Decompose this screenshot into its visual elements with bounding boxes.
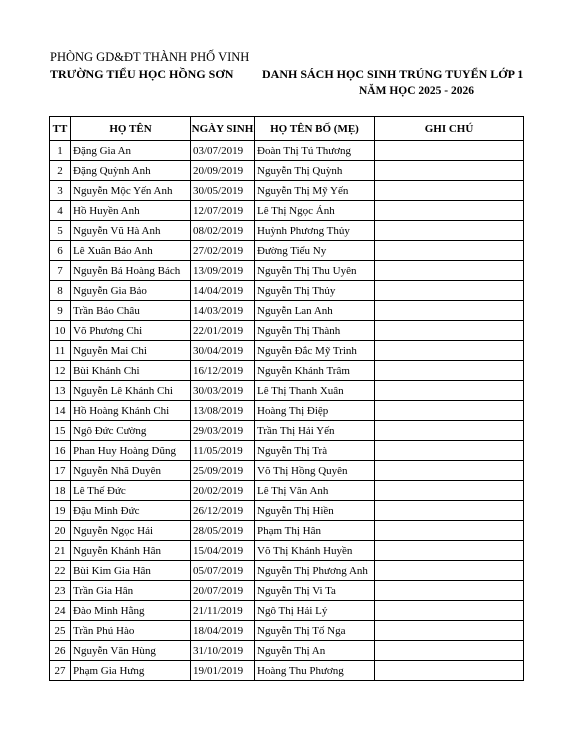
table-row bbox=[50, 481, 524, 501]
cell-dob: 16/12/2019 bbox=[191, 361, 255, 381]
cell-note bbox=[375, 601, 524, 621]
school-name: TRƯỜNG TIỂU HỌC HỒNG SƠN bbox=[50, 67, 234, 81]
table-row bbox=[50, 421, 524, 441]
cell-name: Nguyễn Mộc Yến Anh bbox=[71, 181, 191, 201]
column-header-name: HỌ TÊN bbox=[71, 117, 191, 141]
table-row bbox=[50, 581, 524, 601]
cell-dob: 05/07/2019 bbox=[191, 561, 255, 581]
column-header-tt: TT bbox=[50, 117, 71, 141]
cell-name: Trần Gia Hân bbox=[71, 581, 191, 601]
cell-name: Trần Bảo Châu bbox=[71, 301, 191, 321]
cell-dob: 25/09/2019 bbox=[191, 461, 255, 481]
cell-parent: Nguyễn Thị Quỳnh bbox=[255, 161, 375, 181]
table-row bbox=[50, 221, 524, 241]
table-row bbox=[50, 381, 524, 401]
column-header-parent: HỌ TÊN BỐ (MẸ) bbox=[255, 117, 375, 141]
cell-parent: Phạm Thị Hân bbox=[255, 521, 375, 541]
table-row bbox=[50, 361, 524, 381]
table-row bbox=[50, 541, 524, 561]
cell-note bbox=[375, 241, 524, 261]
cell-note bbox=[375, 301, 524, 321]
table-row bbox=[50, 321, 524, 341]
cell-tt: 19 bbox=[50, 501, 71, 521]
cell-parent: Nguyễn Thị Hiền bbox=[255, 501, 375, 521]
cell-tt: 26 bbox=[50, 641, 71, 661]
cell-parent: Hoàng Thị Điệp bbox=[255, 401, 375, 421]
cell-note bbox=[375, 441, 524, 461]
cell-name: Đào Minh Hằng bbox=[71, 601, 191, 621]
cell-dob: 15/04/2019 bbox=[191, 541, 255, 561]
cell-note bbox=[375, 381, 524, 401]
cell-tt: 18 bbox=[50, 481, 71, 501]
cell-tt: 2 bbox=[50, 161, 71, 181]
cell-dob: 14/03/2019 bbox=[191, 301, 255, 321]
cell-parent: Ngô Thị Hải Lý bbox=[255, 601, 375, 621]
cell-dob: 29/03/2019 bbox=[191, 421, 255, 441]
cell-tt: 1 bbox=[50, 141, 71, 161]
cell-tt: 13 bbox=[50, 381, 71, 401]
table-row bbox=[50, 201, 524, 221]
cell-parent: Nguyễn Khánh Trâm bbox=[255, 361, 375, 381]
table-row bbox=[50, 281, 524, 301]
cell-tt: 8 bbox=[50, 281, 71, 301]
cell-tt: 3 bbox=[50, 181, 71, 201]
cell-parent: Nguyễn Thị Trà bbox=[255, 441, 375, 461]
department-name: PHÒNG GD&ĐT THÀNH PHỐ VINH bbox=[50, 50, 250, 64]
cell-parent: Hoàng Thu Phương bbox=[255, 661, 375, 681]
cell-tt: 25 bbox=[50, 621, 71, 641]
cell-tt: 24 bbox=[50, 601, 71, 621]
cell-dob: 19/01/2019 bbox=[191, 661, 255, 681]
cell-dob: 12/07/2019 bbox=[191, 201, 255, 221]
cell-tt: 12 bbox=[50, 361, 71, 381]
table-row bbox=[50, 521, 524, 541]
document-title: DANH SÁCH HỌC SINH TRÚNG TUYỂN LỚP 1 bbox=[262, 67, 524, 81]
cell-note bbox=[375, 201, 524, 221]
cell-dob: 27/02/2019 bbox=[191, 241, 255, 261]
cell-note bbox=[375, 501, 524, 521]
cell-note bbox=[375, 161, 524, 181]
cell-parent: Nguyễn Thị Thủy bbox=[255, 281, 375, 301]
table-row bbox=[50, 441, 524, 461]
column-header-note: GHI CHÚ bbox=[375, 117, 524, 141]
cell-name: Nguyễn Nhã Duyên bbox=[71, 461, 191, 481]
cell-dob: 22/01/2019 bbox=[191, 321, 255, 341]
cell-parent: Võ Thị Hồng Quyên bbox=[255, 461, 375, 481]
cell-tt: 22 bbox=[50, 561, 71, 581]
cell-parent: Trần Thị Hải Yến bbox=[255, 421, 375, 441]
cell-dob: 11/05/2019 bbox=[191, 441, 255, 461]
cell-dob: 18/04/2019 bbox=[191, 621, 255, 641]
cell-name: Nguyễn Ngọc Hải bbox=[71, 521, 191, 541]
cell-note bbox=[375, 541, 524, 561]
cell-tt: 20 bbox=[50, 521, 71, 541]
table-row bbox=[50, 341, 524, 361]
cell-dob: 21/11/2019 bbox=[191, 601, 255, 621]
cell-name: Hồ Huyền Anh bbox=[71, 201, 191, 221]
cell-parent: Huỳnh Phương Thủy bbox=[255, 221, 375, 241]
cell-parent: Lê Thị Thanh Xuân bbox=[255, 381, 375, 401]
cell-tt: 7 bbox=[50, 261, 71, 281]
cell-tt: 5 bbox=[50, 221, 71, 241]
cell-name: Lê Xuân Bảo Anh bbox=[71, 241, 191, 261]
cell-note bbox=[375, 341, 524, 361]
cell-name: Nguyễn Mai Chi bbox=[71, 341, 191, 361]
cell-parent: Nguyễn Thị An bbox=[255, 641, 375, 661]
cell-dob: 20/07/2019 bbox=[191, 581, 255, 601]
cell-parent: Lê Thị Vân Anh bbox=[255, 481, 375, 501]
column-header-dob: NGÀY SINH bbox=[191, 117, 255, 141]
cell-name: Đặng Gia An bbox=[71, 141, 191, 161]
table-row bbox=[50, 661, 524, 681]
cell-name: Đặng Quỳnh Anh bbox=[71, 161, 191, 181]
cell-parent: Nguyễn Đắc Mỹ Trinh bbox=[255, 341, 375, 361]
cell-dob: 03/07/2019 bbox=[191, 141, 255, 161]
cell-parent: Nguyễn Thị Phương Anh bbox=[255, 561, 375, 581]
cell-parent: Nguyễn Thị Thu Uyên bbox=[255, 261, 375, 281]
cell-name: Võ Phương Chi bbox=[71, 321, 191, 341]
cell-note bbox=[375, 321, 524, 341]
cell-note bbox=[375, 621, 524, 641]
cell-dob: 20/02/2019 bbox=[191, 481, 255, 501]
student-list-table bbox=[49, 116, 524, 681]
table-row bbox=[50, 641, 524, 661]
table-row bbox=[50, 461, 524, 481]
table-row bbox=[50, 401, 524, 421]
cell-name: Nguyễn Văn Hùng bbox=[71, 641, 191, 661]
cell-name: Bùi Kim Gia Hân bbox=[71, 561, 191, 581]
cell-parent: Nguyễn Thị Vi Ta bbox=[255, 581, 375, 601]
cell-parent: Nguyễn Thị Tố Nga bbox=[255, 621, 375, 641]
table-row bbox=[50, 161, 524, 181]
cell-note bbox=[375, 261, 524, 281]
table-row bbox=[50, 501, 524, 521]
cell-tt: 4 bbox=[50, 201, 71, 221]
cell-parent: Nguyễn Thị Mỹ Yến bbox=[255, 181, 375, 201]
cell-parent: Đường Tiểu Ny bbox=[255, 241, 375, 261]
cell-name: Nguyễn Khánh Hân bbox=[71, 541, 191, 561]
cell-name: Nguyễn Bá Hoàng Bách bbox=[71, 261, 191, 281]
cell-name: Nguyễn Lê Khánh Chi bbox=[71, 381, 191, 401]
table-body bbox=[50, 141, 524, 681]
cell-note bbox=[375, 401, 524, 421]
cell-note bbox=[375, 421, 524, 441]
cell-parent: Đoàn Thị Tú Thương bbox=[255, 141, 375, 161]
cell-tt: 10 bbox=[50, 321, 71, 341]
cell-note bbox=[375, 481, 524, 501]
cell-dob: 20/09/2019 bbox=[191, 161, 255, 181]
cell-note bbox=[375, 661, 524, 681]
cell-dob: 13/09/2019 bbox=[191, 261, 255, 281]
cell-dob: 30/04/2019 bbox=[191, 341, 255, 361]
cell-tt: 14 bbox=[50, 401, 71, 421]
cell-note bbox=[375, 561, 524, 581]
cell-dob: 08/02/2019 bbox=[191, 221, 255, 241]
cell-name: Nguyễn Vũ Hà Anh bbox=[71, 221, 191, 241]
cell-parent: Võ Thị Khánh Huyền bbox=[255, 541, 375, 561]
cell-name: Hồ Hoàng Khánh Chi bbox=[71, 401, 191, 421]
cell-note bbox=[375, 521, 524, 541]
cell-name: Trần Phú Hào bbox=[71, 621, 191, 641]
cell-name: Đậu Minh Đức bbox=[71, 501, 191, 521]
table-row bbox=[50, 181, 524, 201]
cell-dob: 30/05/2019 bbox=[191, 181, 255, 201]
cell-parent: Lê Thị Ngọc Ánh bbox=[255, 201, 375, 221]
cell-name: Phạm Gia Hưng bbox=[71, 661, 191, 681]
cell-note bbox=[375, 581, 524, 601]
table-row bbox=[50, 301, 524, 321]
table-row bbox=[50, 261, 524, 281]
cell-note bbox=[375, 181, 524, 201]
cell-tt: 6 bbox=[50, 241, 71, 261]
cell-note bbox=[375, 281, 524, 301]
cell-tt: 11 bbox=[50, 341, 71, 361]
cell-name: Ngô Đức Cường bbox=[71, 421, 191, 441]
cell-dob: 14/04/2019 bbox=[191, 281, 255, 301]
cell-note bbox=[375, 221, 524, 241]
cell-parent: Nguyễn Thị Thành bbox=[255, 321, 375, 341]
cell-dob: 31/10/2019 bbox=[191, 641, 255, 661]
cell-tt: 15 bbox=[50, 421, 71, 441]
cell-tt: 23 bbox=[50, 581, 71, 601]
table-row bbox=[50, 241, 524, 261]
cell-tt: 16 bbox=[50, 441, 71, 461]
school-year: NĂM HỌC 2025 - 2026 bbox=[359, 85, 474, 97]
table-row bbox=[50, 561, 524, 581]
cell-tt: 9 bbox=[50, 301, 71, 321]
cell-tt: 27 bbox=[50, 661, 71, 681]
cell-name: Bùi Khánh Chi bbox=[71, 361, 191, 381]
cell-dob: 26/12/2019 bbox=[191, 501, 255, 521]
table-row bbox=[50, 621, 524, 641]
cell-note bbox=[375, 141, 524, 161]
cell-dob: 13/08/2019 bbox=[191, 401, 255, 421]
cell-name: Lê Thế Đức bbox=[71, 481, 191, 501]
table-row bbox=[50, 141, 524, 161]
cell-note bbox=[375, 641, 524, 661]
cell-parent: Nguyễn Lan Anh bbox=[255, 301, 375, 321]
cell-dob: 28/05/2019 bbox=[191, 521, 255, 541]
cell-name: Phan Huy Hoàng Dũng bbox=[71, 441, 191, 461]
cell-tt: 17 bbox=[50, 461, 71, 481]
cell-note bbox=[375, 461, 524, 481]
cell-tt: 21 bbox=[50, 541, 71, 561]
cell-name: Nguyễn Gia Bảo bbox=[71, 281, 191, 301]
table-row bbox=[50, 601, 524, 621]
cell-dob: 30/03/2019 bbox=[191, 381, 255, 401]
table-header-row bbox=[50, 117, 524, 141]
cell-note bbox=[375, 361, 524, 381]
